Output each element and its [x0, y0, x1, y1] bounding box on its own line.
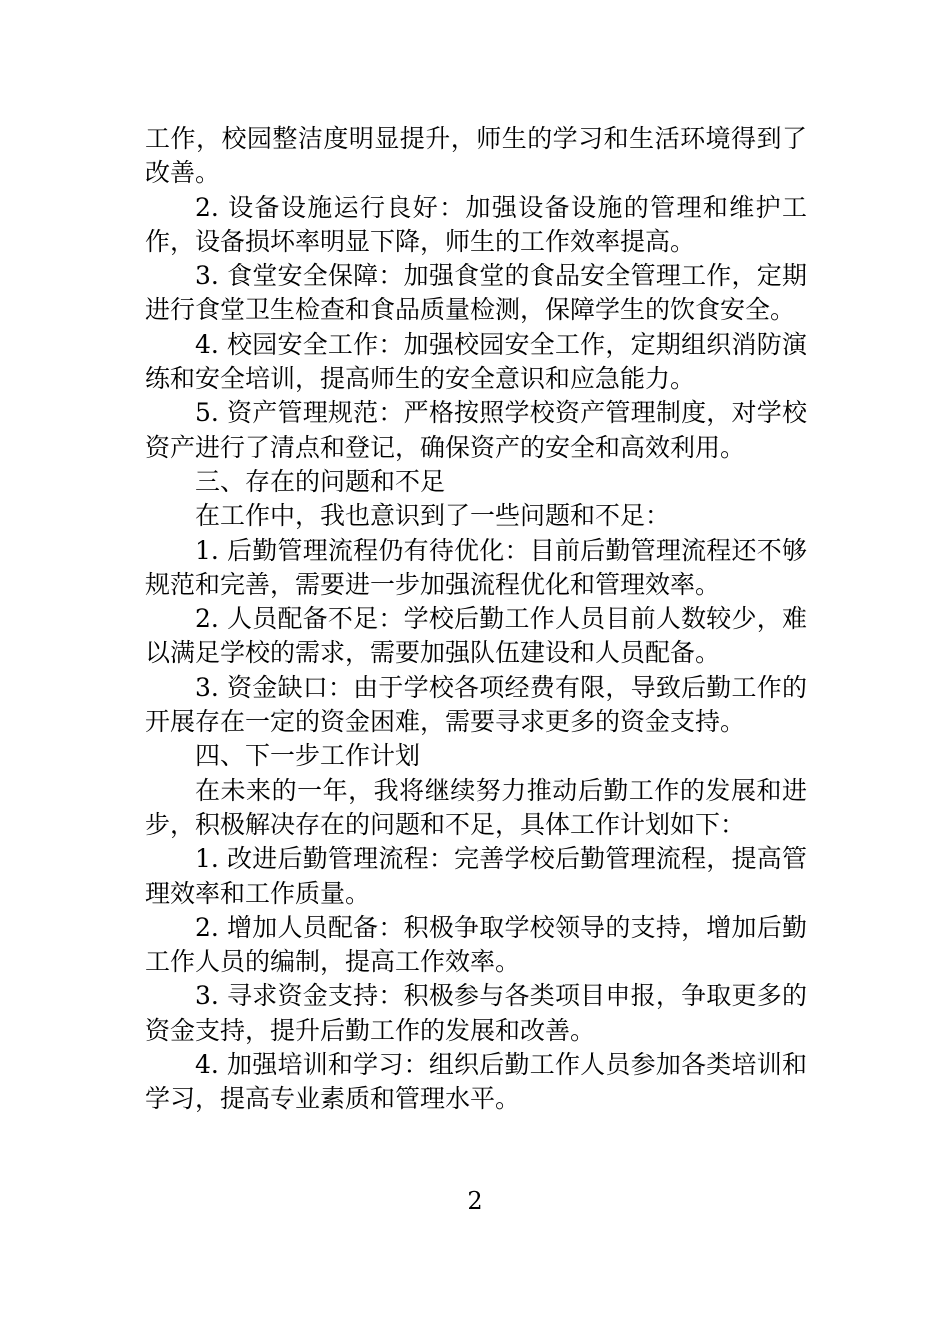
- paragraph: 工作，校园整洁度明显提升，师生的学习和生活环境得到了改善。: [145, 124, 807, 188]
- paragraph: 2. 人员配备不足：学校后勤工作人员目前人数较少，难以满足学校的需求，需要加强队伍建设和人员配备。: [145, 604, 807, 668]
- paragraph: 5. 资产管理规范：严格按照学校资产管理制度，对学校资产进行了清点和登记，确保资产的安全和高效利用。: [145, 398, 807, 462]
- paragraph: 4. 加强培训和学习：组织后勤工作人员参加各类培训和学习，提高专业素质和管理水平。: [145, 1050, 807, 1114]
- paragraph: 3. 寻求资金支持：积极参与各类项目申报，争取更多的资金支持，提升后勤工作的发展和改善。: [145, 981, 807, 1045]
- paragraph: 在未来的一年，我将继续努力推动后勤工作的发展和进步，积极解决存在的问题和不足，具体工作计划如下：: [145, 775, 807, 839]
- paragraph: 3. 食堂安全保障：加强食堂的食品安全管理工作，定期进行食堂卫生检查和食品质量检测，保障学生的饮食安全。: [145, 261, 807, 325]
- paragraph: 1. 改进后勤管理流程：完善学校后勤管理流程，提高管理效率和工作质量。: [145, 844, 807, 908]
- paragraph: 2. 设备设施运行良好：加强设备设施的管理和维护工作，设备损坏率明显下降，师生的工作效率提高。: [145, 192, 807, 256]
- paragraph: 3. 资金缺口：由于学校各项经费有限，导致后勤工作的开展存在一定的资金困难，需要寻求更多的资金支持。: [145, 672, 807, 737]
- paragraph: 1. 后勤管理流程仍有待优化：目前后勤管理流程还不够规范和完善，需要进一步加强流程优化和管理效率。: [145, 535, 807, 599]
- body-text: [145, 122, 807, 1117]
- paragraph: 2. 增加人员配备：积极争取学校领导的支持，增加后勤工作人员的编制，提高工作效率。: [145, 912, 807, 977]
- paragraph: 4. 校园安全工作：加强校园安全工作，定期组织消防演练和安全培训，提高师生的安全意识和应急能力。: [145, 329, 807, 394]
- paragraph: 在工作中，我也意识到了一些问题和不足：: [195, 501, 671, 531]
- page-number: 2: [467, 1187, 483, 1215]
- section-heading: 三、存在的问题和不足: [195, 466, 446, 496]
- section-heading: 四、下一步工作计划: [195, 741, 421, 771]
